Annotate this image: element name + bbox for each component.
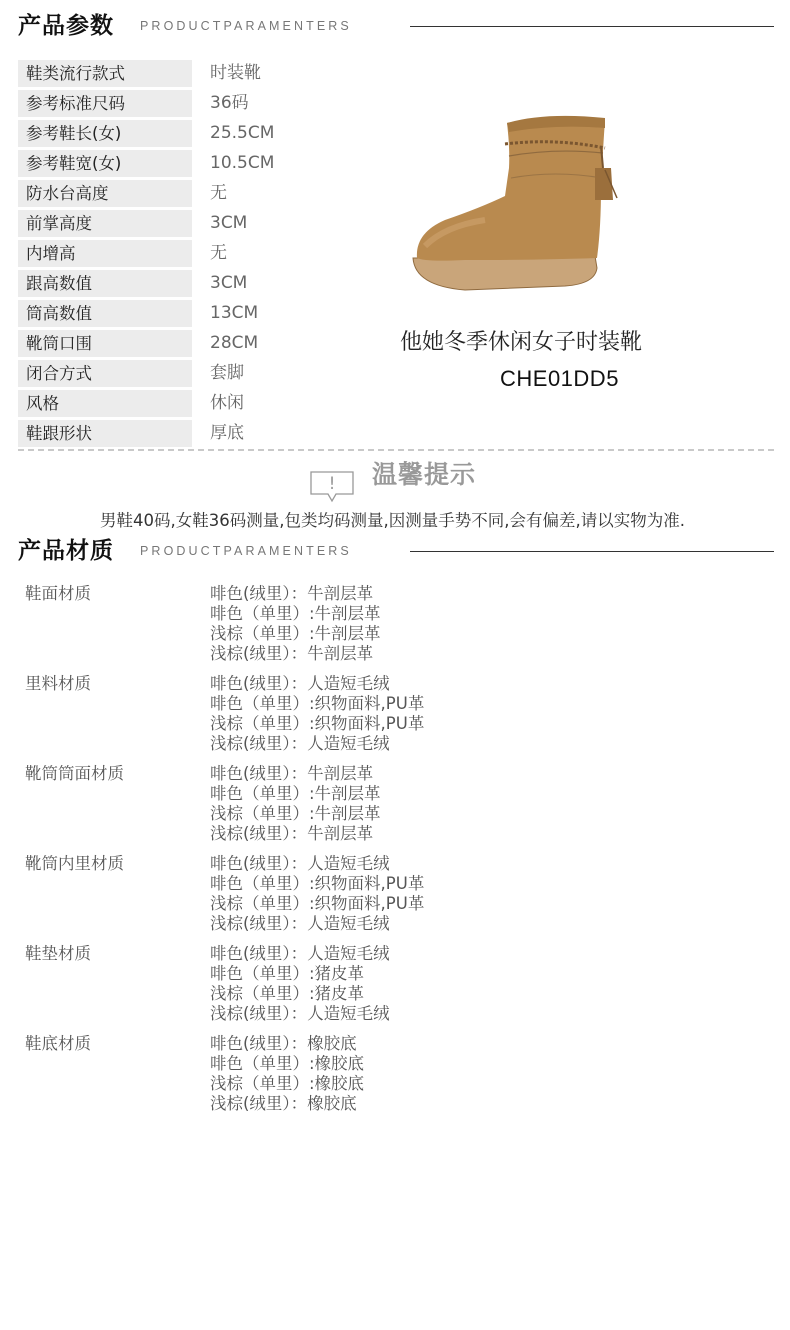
param-row (18, 60, 378, 90)
material-lines (210, 854, 424, 934)
material-line: 啡色（单里）:牛剖层革 (210, 604, 381, 623)
param-value: 3CM (210, 213, 248, 233)
param-value: 25.5CM (210, 123, 275, 143)
material-line: 浅棕(绒里）：人造短毛绒 (210, 734, 390, 753)
param-name: 筒高数值 (18, 300, 192, 327)
material-line: 浅棕（单里）:织物面料,PU革 (210, 714, 425, 733)
param-value: 13CM (210, 303, 259, 323)
param-value: 无 (210, 243, 227, 263)
material-line: 啡色（单里）:橡胶底 (210, 1054, 365, 1073)
tip-icon-symbol: ! (328, 474, 336, 494)
product-name: 他她冬季休闲女子时装靴 (400, 330, 643, 355)
material-section-header (18, 535, 774, 567)
header-rule (410, 551, 774, 552)
param-name: 参考鞋长(女) (18, 120, 192, 147)
param-name: 内增高 (18, 240, 192, 267)
param-row (18, 390, 378, 420)
material-line: 浅棕（单里）:织物面料,PU革 (210, 894, 425, 913)
material-line: 浅棕（单里）:牛剖层革 (210, 804, 381, 823)
param-value: 休闲 (210, 393, 244, 413)
material-line: 浅棕(绒里）：牛剖层革 (210, 644, 374, 663)
material-line: 啡色(绒里）：牛剖层革 (210, 584, 374, 603)
param-row (18, 360, 378, 390)
param-row (18, 120, 378, 150)
param-row (18, 270, 378, 300)
param-row (18, 420, 378, 450)
material-name: 靴筒筒面材质 (25, 764, 124, 783)
param-name: 跟高数值 (18, 270, 192, 297)
param-value: 28CM (210, 333, 259, 353)
material-line: 啡色（单里）:织物面料,PU革 (210, 694, 425, 713)
material-name: 里料材质 (25, 674, 91, 693)
params-table (18, 60, 378, 450)
material-line: 啡色(绒里）：人造短毛绒 (210, 944, 390, 963)
material-line: 浅棕(绒里）：人造短毛绒 (210, 914, 390, 933)
material-line: 浅棕（单里）:猪皮革 (210, 984, 365, 1003)
param-row (18, 210, 378, 240)
param-name: 参考标准尺码 (18, 90, 192, 117)
tip-title: 温馨提示 (372, 460, 477, 489)
param-value: 时装靴 (210, 63, 261, 83)
param-value: 3CM (210, 273, 248, 293)
param-name: 鞋类流行款式 (18, 60, 192, 87)
param-name: 闭合方式 (18, 360, 192, 387)
param-row (18, 90, 378, 120)
tip-text: 男鞋40码,女鞋36码测量,包类均码测量,因测量手势不同,会有偏差,请以实物为准. (100, 511, 685, 530)
suede-ankle-boot-image (405, 108, 630, 298)
param-value: 套脚 (210, 363, 244, 383)
param-value: 10.5CM (210, 153, 275, 173)
material-lines (210, 584, 381, 664)
product-code: CHE01DD5 (500, 366, 619, 391)
material-line: 啡色(绒里）：人造短毛绒 (210, 854, 390, 873)
material-line: 浅棕(绒里）：人造短毛绒 (210, 1004, 390, 1023)
material-line: 浅棕(绒里）：牛剖层革 (210, 824, 374, 843)
params-section-title: 产品参数 (18, 13, 114, 39)
param-row (18, 330, 378, 360)
material-lines (210, 674, 424, 754)
header-rule (410, 26, 774, 27)
param-name: 鞋跟形状 (18, 420, 192, 447)
param-name: 靴筒口围 (18, 330, 192, 357)
material-lines (210, 944, 390, 1024)
param-row (18, 180, 378, 210)
material-line: 浅棕（单里）:橡胶底 (210, 1074, 365, 1093)
param-value: 36码 (210, 93, 249, 113)
material-line: 啡色(绒里）：牛剖层革 (210, 764, 374, 783)
material-line: 啡色（单里）:猪皮革 (210, 964, 365, 983)
param-name: 参考鞋宽(女) (18, 150, 192, 177)
material-lines (210, 764, 381, 844)
material-name: 靴筒内里材质 (25, 854, 124, 873)
material-section-title: 产品材质 (18, 538, 114, 564)
material-section-subtitle: PRODUCTPARAMENTERS (140, 544, 352, 558)
material-line: 啡色（单里）:牛剖层革 (210, 784, 381, 803)
material-line: 啡色（单里）:织物面料,PU革 (210, 874, 425, 893)
material-name: 鞋垫材质 (25, 944, 91, 963)
material-name: 鞋底材质 (25, 1034, 91, 1053)
speech-bubble-icon (309, 470, 355, 504)
dashed-divider (18, 449, 774, 451)
param-name: 前掌高度 (18, 210, 192, 237)
param-value: 厚底 (210, 423, 244, 443)
material-line: 啡色(绒里）：橡胶底 (210, 1034, 357, 1053)
param-value: 无 (210, 183, 227, 203)
param-row (18, 240, 378, 270)
param-name: 防水台高度 (18, 180, 192, 207)
material-name: 鞋面材质 (25, 584, 91, 603)
material-line: 浅棕(绒里）：橡胶底 (210, 1094, 357, 1113)
param-name: 风格 (18, 390, 192, 417)
param-row (18, 300, 378, 330)
params-section-header (18, 10, 774, 42)
material-line: 浅棕（单里）:牛剖层革 (210, 624, 381, 643)
param-row (18, 150, 378, 180)
material-lines (210, 1034, 364, 1114)
params-section-subtitle: PRODUCTPARAMENTERS (140, 19, 352, 33)
material-line: 啡色(绒里）：人造短毛绒 (210, 674, 390, 693)
